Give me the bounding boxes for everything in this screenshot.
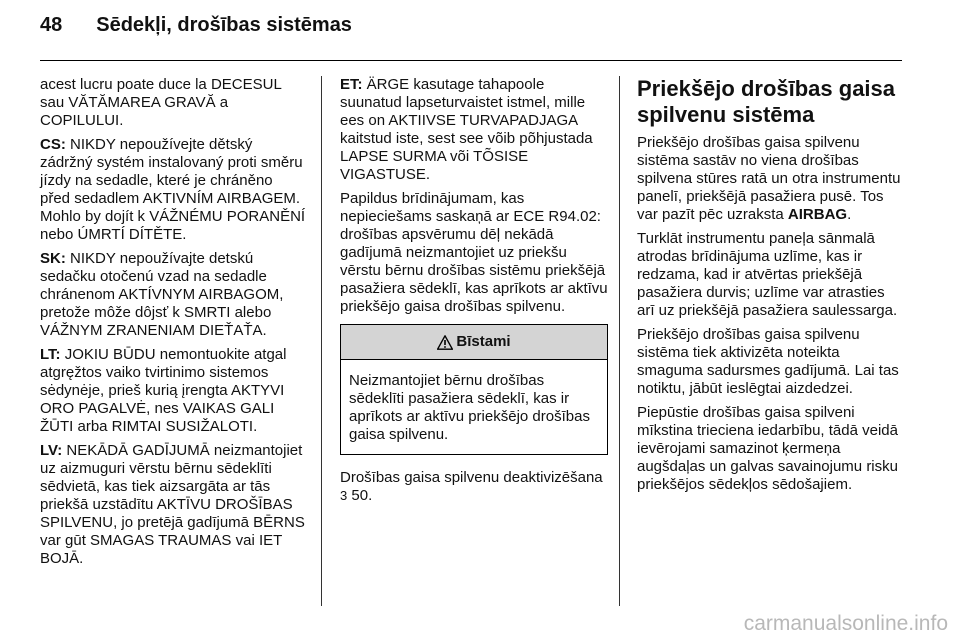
paragraph-text: NIKDY nepoužívejte dětský zádržný systém instalovaný proti směru jízdy na sedadle, které je chráněno před sedadlem AKTIVNÍM AIRBAGEM. Mohlo by dojít k VÁŽNÉMU PORANĚNÍ nebo ÚMRTÍ DÍTĚTE. bbox=[40, 136, 306, 243]
paragraph-text: NEKĀDĀ GADĪJUMĀ neizmantojiet uz aizmuguri vērstu bērnu sēdeklīti sēdvietā, kas tiek aizsargāta ar tās priekšā uzstādītu AKTĪVU DROŠĪBAS SPILVENU, jo pretējā gadījumā BĒRNS var gūt SMAGAS TRAUMAS vai IET BOJĀ. bbox=[40, 442, 305, 567]
paragraph-lt bbox=[40, 346, 306, 436]
paragraph: Papildus brīdinājumam, kas nepieciešams saskaņā ar ECE R94.02: drošības apsvērumu dēļ nekādā gadījumā neizmantojiet uz priekšu vērstu bērnu drošības sistēmu priekšējā pasažiera sēdeklī, kas aprīkots ar aktīvu priekšējo gaisa drošības spilvenu. bbox=[340, 190, 608, 315]
section-heading: Priekšējo drošības gaisa spilvenu sistēma bbox=[637, 76, 896, 127]
page-header bbox=[40, 14, 352, 50]
paragraph: acest lucru poate duce la DECESUL sau VĂTĂMAREA GRAVĂ a COPILULUI. bbox=[40, 76, 282, 129]
page-ref-icon: 3 bbox=[340, 488, 348, 503]
warning-title: Bīstami bbox=[456, 333, 511, 350]
paragraph-text: NIKDY nepoužívajte detskú sedačku otočenú vzad na sedadle chránenom AKTÍVNYM AIRBAGOM, pretože môže dôjsť k SMRTI alebo VÁŽNYM ZRANENIAM DIEŤAŤA. bbox=[40, 250, 284, 339]
airbag-label: AIRBAG bbox=[787, 206, 848, 223]
column-divider-1 bbox=[321, 76, 322, 606]
paragraph-text: ÄRGE kasutage tahapoole suunatud lapseturvaistet istmel, mille ees on AKTIIVSE TURVAPADJAGA kaitstud iste, sest see võib põhjustada LAPSE SURMA või TÕSISE VIGASTUSE. bbox=[340, 76, 593, 183]
lang-label: LV: bbox=[40, 442, 63, 459]
paragraph-end: . bbox=[847, 206, 852, 223]
warning-text: Neizmantojiet bērnu drošības sēdeklīti pasažiera sēdeklī, kas ir aprīkots ar aktīvu priekšējo drošības gaisa spilvenu. bbox=[349, 372, 590, 443]
paragraph-text: Drošības gaisa spilvenu deaktivizēšana bbox=[340, 469, 603, 486]
paragraph: Piepūstie drošības gaisa spilveni mīkstina trieciena iedarbību, tādā veidā ievērojami samazinot ķermeņa augšdaļas un galvas savainojumu risku priekšējos sēdekļos sēdošajiem. bbox=[637, 404, 898, 493]
paragraph bbox=[637, 134, 903, 224]
lang-label: SK: bbox=[40, 250, 66, 267]
paragraph-et bbox=[340, 76, 608, 184]
page-title: Sēdekļi, drošības sistēmas bbox=[96, 14, 352, 36]
paragraph-lv bbox=[40, 442, 306, 568]
paragraph-text: Priekšējo drošības gaisa spilvenu sistēma sastāv no viena drošības spilvena stūres ratā un otra instrumentu panelī, priekšējā pasažiera pusē. Tos var pazīt pēc uzraksta bbox=[637, 134, 901, 223]
column-2 bbox=[340, 76, 608, 511]
paragraph-text: JOKIU BŪDU nemontuokite atgal atgręžtos vaiko tvirtinimo sistemos sėdynėje, prieš kurią įrengta AKTYVI ORO PAGALVĖ, nes VAIKAS GALI ŽŪTI arba RIMTAI SUSIŽALOTI. bbox=[40, 346, 287, 435]
page-number: 48 bbox=[40, 14, 63, 36]
watermark: carmanualsonline.info bbox=[743, 612, 948, 635]
column-divider-2 bbox=[619, 76, 620, 606]
column-3 bbox=[637, 76, 903, 500]
warning-header bbox=[341, 325, 607, 360]
header-rule bbox=[40, 60, 902, 61]
paragraph-cs bbox=[40, 136, 306, 244]
paragraph-crossref bbox=[340, 469, 608, 505]
column-1 bbox=[40, 76, 306, 574]
lang-label: CS: bbox=[40, 136, 66, 153]
warning-box bbox=[340, 324, 608, 455]
page-ref-link[interactable]: 50. bbox=[347, 487, 373, 504]
lang-label: LT: bbox=[40, 346, 61, 363]
paragraph-sk bbox=[40, 250, 306, 340]
warning-icon bbox=[437, 335, 453, 350]
paragraph: Priekšējo drošības gaisa spilvenu sistēma tiek aktivizēta noteikta smaguma sadursmes gadījumā. Lai tas notiktu, jābūt ieslēgtai aizdedzei. bbox=[637, 326, 899, 397]
lang-label: ET: bbox=[340, 76, 363, 93]
paragraph: Turklāt instrumentu paneļa sānmalā atrodas brīdinājuma uzlīme, kas ir redzama, kad ir atvērtas priekšējā pasažiera durvis; uzlīme var atrasties arī uz priekšējā pasažiera saulessarga. bbox=[637, 230, 898, 319]
